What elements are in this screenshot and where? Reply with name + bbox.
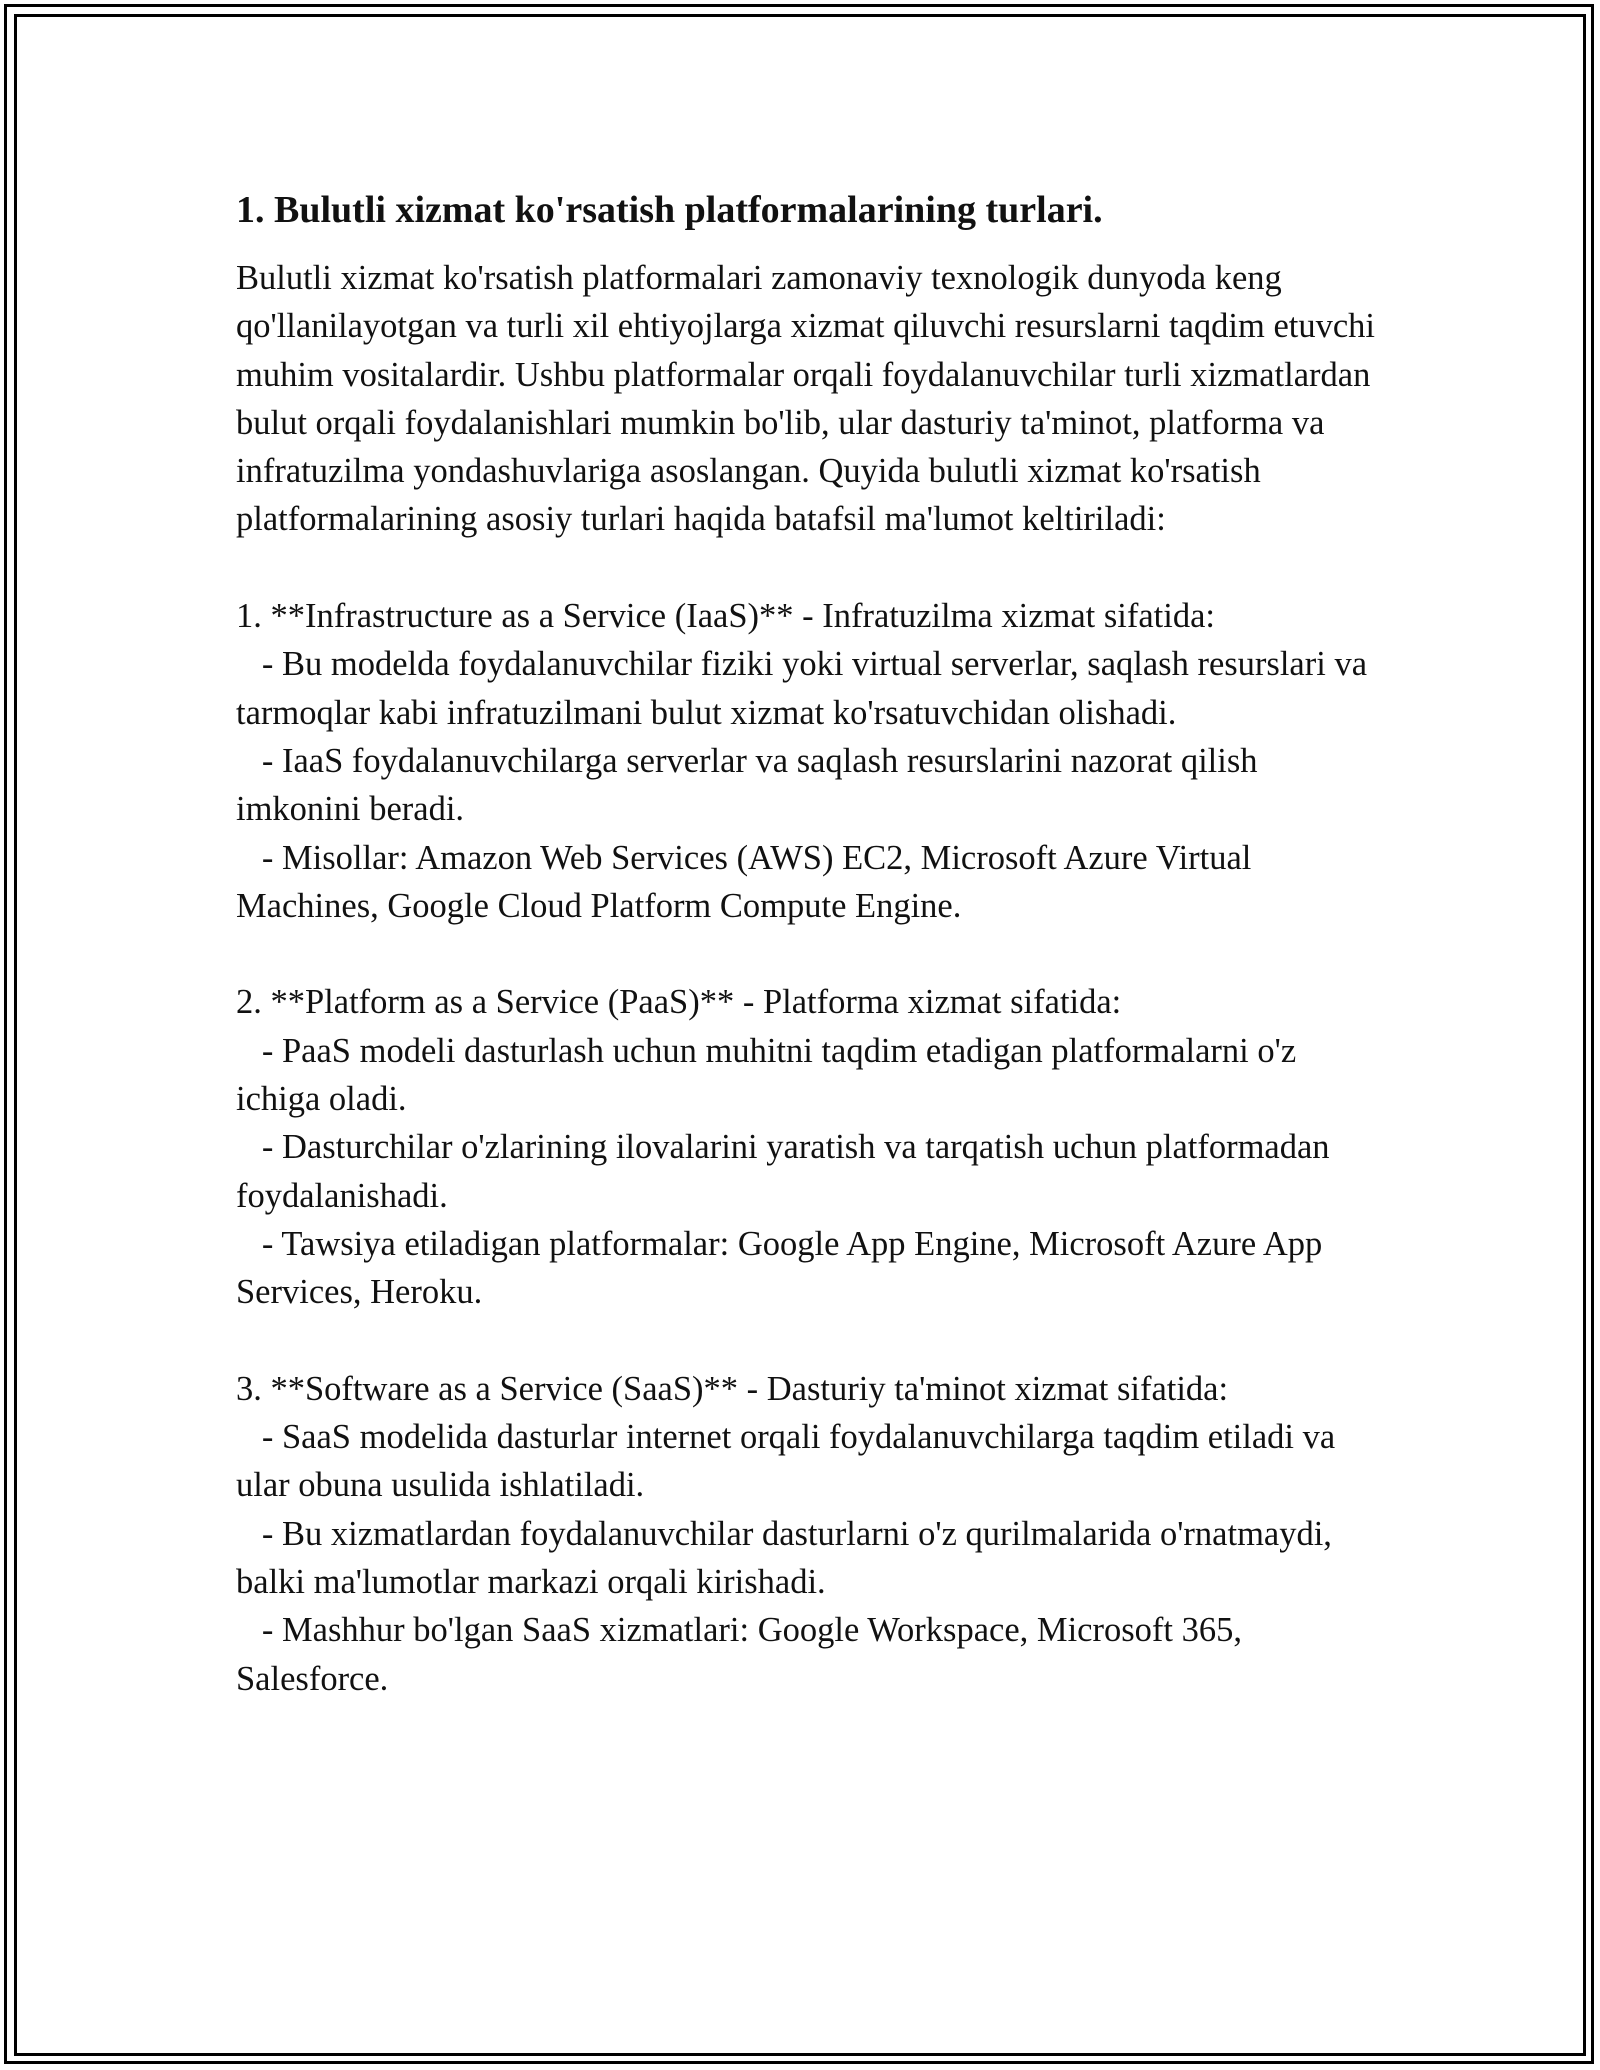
list-item: - PaaS modeli dasturlash uchun muhitni taqdim etadigan platformalarni o'z ichiga oladi. [236, 1031, 1305, 1119]
paragraph-spacer [236, 1317, 1376, 1365]
list-item: - Misollar: Amazon Web Services (AWS) EC2, Microsoft Azure Virtual Machines, Google Cloud Platform Compute Engine. [236, 838, 1260, 925]
section-iaas [236, 592, 1376, 930]
section-heading: 1. **Infrastructure as a Service (IaaS)** - Infratuzilma xizmat sifatida: [236, 597, 1216, 636]
list-item: - Mashhur bo'lgan SaaS xizmatlari: Google Workspace, Microsoft 365, Salesforce. [236, 1611, 1251, 1698]
list-item: - SaaS modelida dasturlar internet orqali foydalanuvchilarga taqdim etiladi va ular obuna usulida ishlatiladi. [236, 1418, 1344, 1505]
section-saas [236, 1365, 1376, 1703]
list-item: - IaaS foydalanuvchilarga serverlar va saqlash resurslarini nazorat qilish imkonini beradi. [236, 741, 1267, 829]
list-item: - Dasturchilar o'zlarining ilovalarini yaratish va tarqatish uchun platformadan foydalanishadi. [236, 1128, 1339, 1215]
document-title: 1. Bulutli xizmat ko'rsatish platformalarining turlari. [236, 189, 1103, 231]
section-heading: 2. **Platform as a Service (PaaS)** - Platforma xizmat sifatida: [236, 983, 1122, 1022]
section-heading: 3. **Software as a Service (SaaS)** - Dasturiy ta'minot xizmat sifatida: [236, 1369, 1229, 1408]
list-item: - Bu xizmatlardan foydalanuvchilar dasturlarni o'z qurilmalarida o'rnatmaydi, balki ma'lumotlar markazi orqali kirishadi. [236, 1514, 1341, 1602]
section-paas [236, 978, 1376, 1316]
list-item: - Bu modelda foydalanuvchilar fiziki yoki virtual serverlar, saqlash resurslari va tarmoqlar kabi infratuzilmani bulut xizmat ko'rsatuvchidan olishadi. [236, 645, 1376, 732]
paragraph-spacer [236, 544, 1376, 592]
document-body [236, 184, 1384, 1703]
paragraph-spacer [236, 930, 1376, 978]
intro-paragraph: Bulutli xizmat ko'rsatish platformalari zamonaviy texnologik dunyoda keng qo'llanilayotgan va turli xil ehtiyojlarga xizmat qiluvchi resurslarni taqdim etuvchi muhim vositalardir. Ushbu platformalar orqali foydalanuvchilar turli xizmatlardan bulut orqali foydalanishlari mumkin bo'lib, ular dasturiy ta'minot, platforma va infratuzilma yondashuvlariga asoslangan. Quyida bulutli xizmat ko'rsatish platformalarining asosiy turlari haqida batafsil ma'lumot keltiriladi: [236, 259, 1384, 539]
list-item: - Tawsiya etiladigan platformalar: Google App Engine, Microsoft Azure App Services, Heroku. [236, 1224, 1331, 1312]
